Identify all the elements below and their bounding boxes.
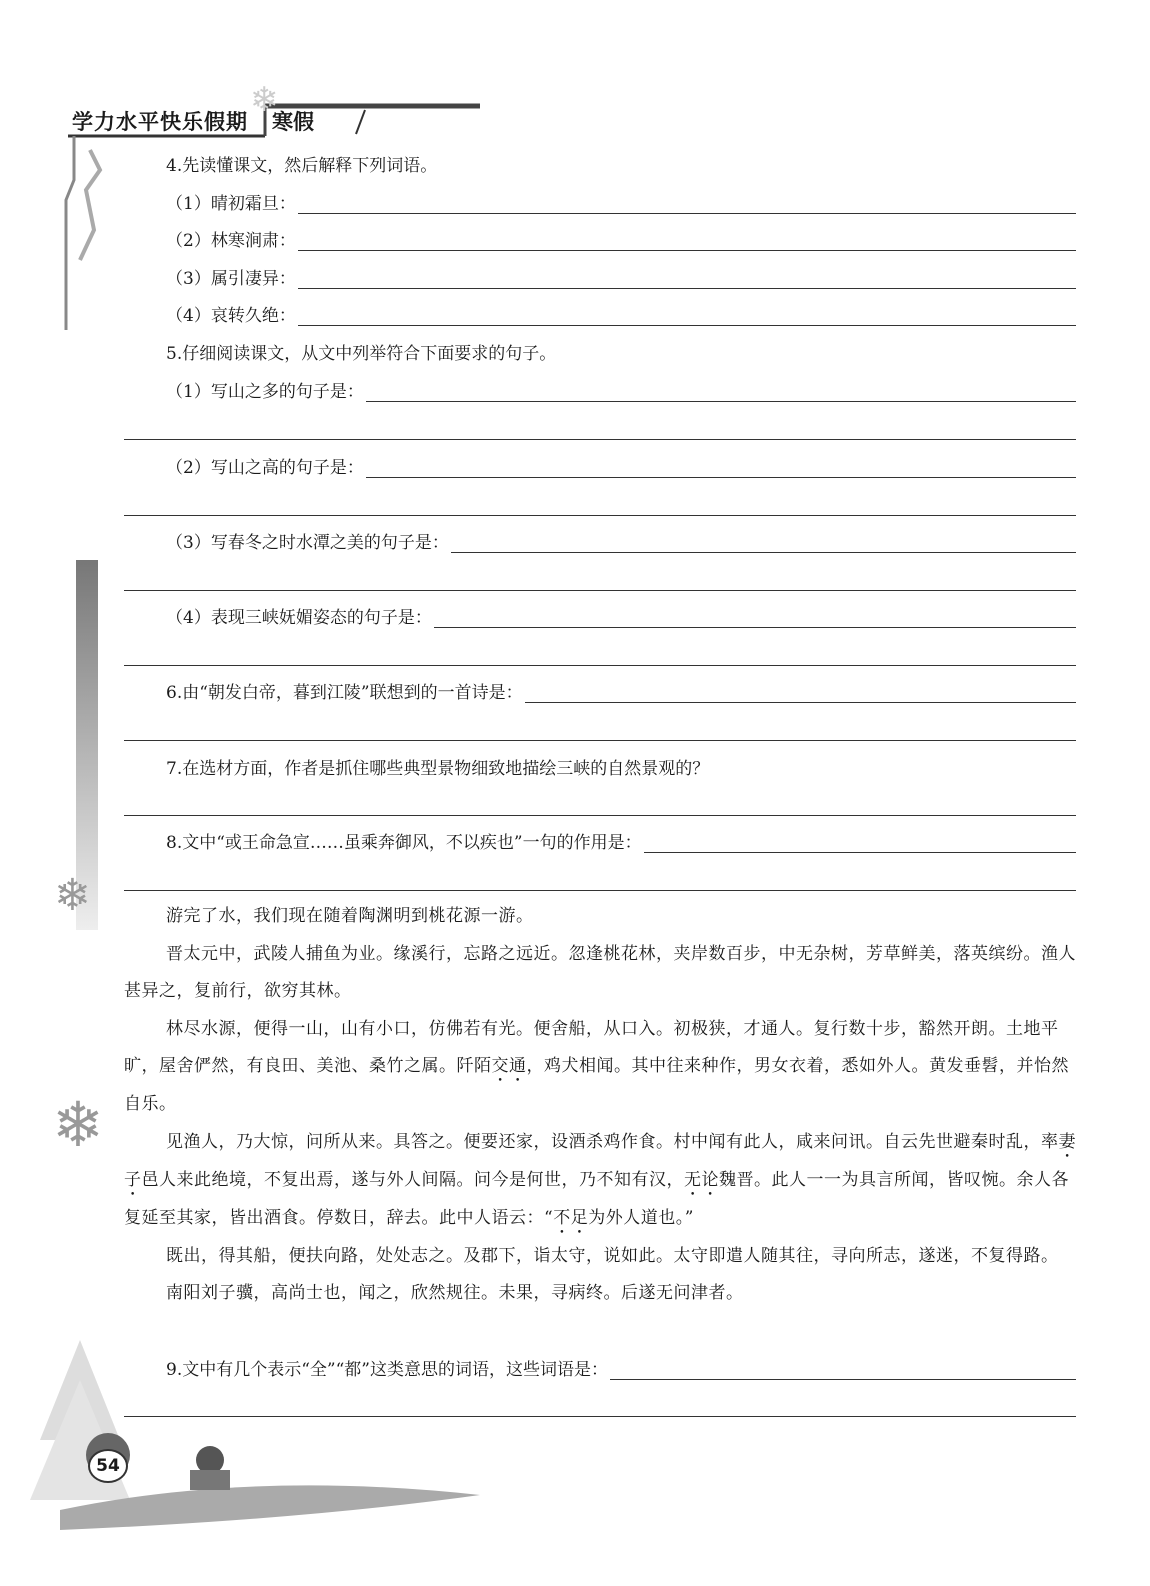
passage-paragraph: 林尽水源，便得一山，山有小口，仿佛若有光。便舍船，从口入。初极狭，才通人。复行数十步，豁然开朗。土地平旷，屋舍俨然，有良田、美池、桑竹之属。阡陌交通，鸡犬相闻。其中往来种作，男女衣着，悉如外人。黄发垂髫，并怡然自乐。 (124, 1018, 1069, 1114)
question-7: 7.在选材方面，作者是抓住哪些典型景物细致地描绘三峡的自然景观的？ (166, 759, 710, 779)
answer-line[interactable] (124, 815, 1076, 816)
question-5-2: （2）写山之高的句子是： (166, 458, 1076, 478)
passage-paragraph: 既出，得其船，便扶向路，处处志之。及郡下，诣太守，说如此。太守即遣人随其往，寻向所志，遂迷，不复得路。 (166, 1245, 1059, 1266)
question-6: 6.由“朝发白帝，暮到江陵”联想到的一首诗是： (166, 683, 1076, 703)
answer-line[interactable] (366, 459, 1076, 478)
passage-paragraph: 见渔人，乃大惊，问所从来。具答之。便要还家，设酒杀鸡作食。村中闻有此人，咸来问讯。自云先世避秦时乱，率妻子邑人来此绝境，不复出焉，遂与外人间隔。问今是何世，乃不知有汉，无论魏晋。此人一一为具言所闻，皆叹惋。余人各复延至其家，皆出酒食。停数日，辞去。此中人语云：“不足为外人道也。” (124, 1131, 1076, 1228)
answer-line[interactable] (298, 232, 1076, 251)
question-4-3: （3）属引凄异： (166, 269, 1076, 289)
answer-line[interactable] (610, 1361, 1076, 1380)
answer-line[interactable] (124, 439, 1076, 440)
answer-line[interactable] (124, 515, 1076, 516)
header-title: 学力水平快乐假期 (72, 110, 248, 134)
question-4: 4.先读懂课文，然后解释下列词语。 (166, 156, 438, 176)
answer-line[interactable] (451, 534, 1076, 553)
snowflake-icon: ❄ (52, 1088, 104, 1161)
winter-scene-illustration (0, 1320, 520, 1540)
answer-line[interactable] (298, 270, 1076, 289)
passage-intro: 游完了水，我们现在随着陶渊明到桃花源一游。 (166, 906, 534, 926)
answer-line[interactable] (124, 890, 1076, 891)
question-4-2: （2）林寒涧肃： (166, 231, 1076, 251)
answer-line[interactable] (298, 195, 1076, 214)
question-5-1: （1）写山之多的句子是： (166, 382, 1076, 402)
question-4-1: （1）晴初霜旦： (166, 194, 1076, 214)
snowflake-icon: ❄ (250, 80, 279, 120)
question-8: 8.文中“或王命急宣……虽乘奔御风，不以疾也”一句的作用是： (166, 833, 1076, 853)
answer-line[interactable] (366, 383, 1076, 402)
header-subtitle: 寒假 (272, 110, 314, 134)
question-5-4: （4）表现三峡妩媚姿态的句子是： (166, 608, 1076, 628)
passage (124, 898, 1076, 1313)
question-4-4: （4）哀转久绝： (166, 306, 1076, 326)
answer-line[interactable] (434, 609, 1076, 628)
passage-paragraph: 南阳刘子骥，高尚士也，闻之，欣然规往。未果，寻病终。后遂无问津者。 (166, 1283, 744, 1303)
passage-paragraph: 晋太元中，武陵人捕鱼为业。缘溪行，忘路之远近。忽逢桃花林，夹岸数百步，中无杂树，芳草鲜美，落英缤纷。渔人甚异之，复前行，欲穷其林。 (124, 943, 1076, 1001)
question-5: 5.仔细阅读课文，从文中列举符合下面要求的句子。 (166, 344, 557, 364)
answer-line[interactable] (644, 834, 1076, 853)
answer-line[interactable] (298, 307, 1076, 326)
question-9: 9.文中有几个表示“全”“都”这类意思的词语，这些词语是： (166, 1360, 1076, 1380)
answer-line[interactable] (124, 590, 1076, 591)
page-number: 54 (88, 1449, 128, 1483)
answer-line[interactable] (124, 740, 1076, 741)
answer-line[interactable] (124, 665, 1076, 666)
answer-line[interactable] (525, 684, 1076, 703)
snowflake-icon: ❄ (54, 870, 91, 921)
question-5-3: （3）写春冬之时水潭之美的句子是： (166, 533, 1076, 553)
